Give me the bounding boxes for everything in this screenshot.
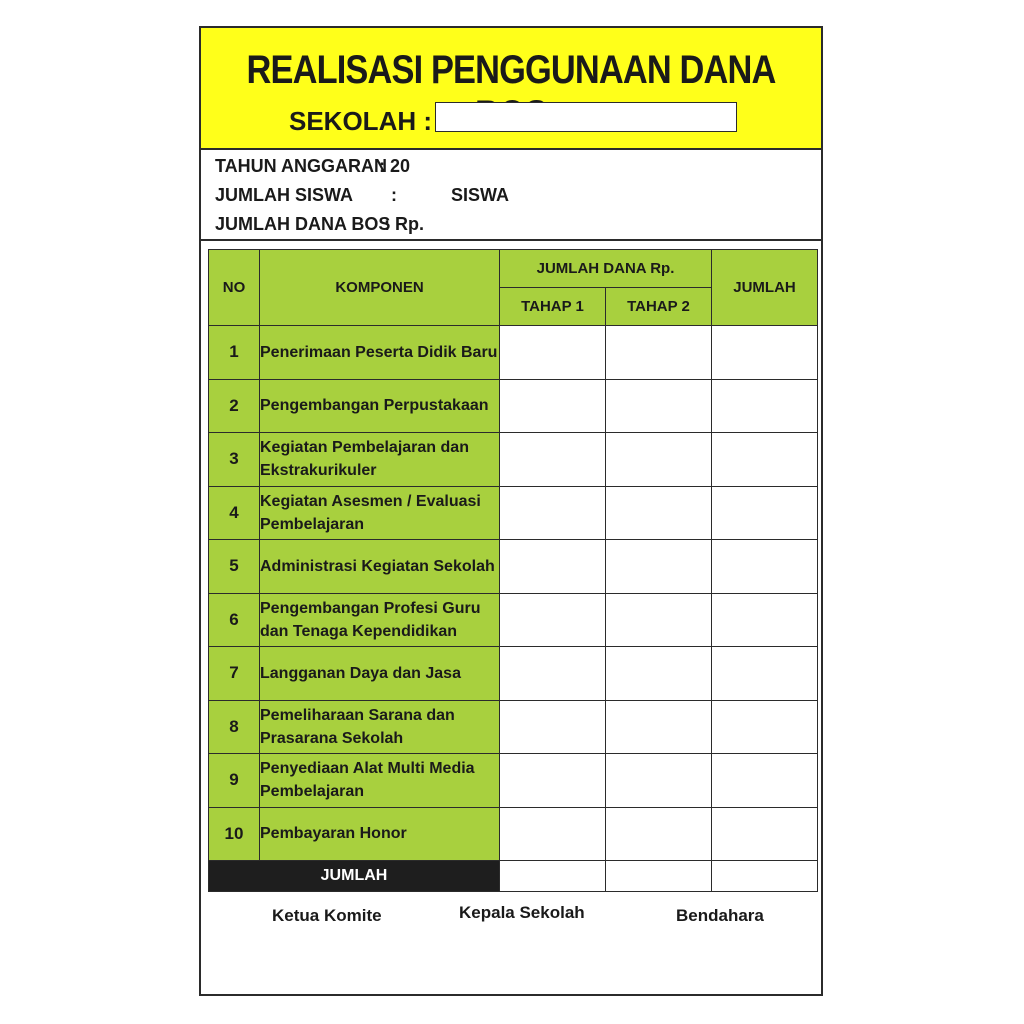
komponen-line-1: Langganan Daya dan Jasa [260, 664, 461, 682]
tahap-2-cell[interactable] [606, 647, 712, 701]
tahap-2-cell[interactable] [606, 593, 712, 647]
tahun-label: TAHUN ANGGARAN [215, 156, 387, 176]
komponen-line-1: Administrasi Kegiatan Sekolah [260, 557, 495, 575]
tahap-1-cell[interactable] [500, 379, 606, 433]
row-number: 10 [209, 807, 260, 861]
signature-kepala-sekolah: Kepala Sekolah [459, 903, 585, 922]
jumlah-cell[interactable] [712, 326, 818, 380]
tahap-1-cell[interactable] [500, 700, 606, 754]
tahap-2-cell[interactable] [606, 700, 712, 754]
tahap-1-cell[interactable] [500, 326, 606, 380]
komponen-line-1: Penyediaan Alat Multi Media [260, 760, 475, 778]
row-number: 4 [209, 486, 260, 540]
komponen-line-2: Pembelajaran [260, 515, 365, 533]
siswa-label: JUMLAH SISWA [215, 185, 354, 205]
tahun-value: : 20 [379, 156, 411, 176]
total-tahap-1-cell[interactable] [500, 861, 606, 892]
row-komponen [260, 433, 500, 487]
jumlah-cell[interactable] [712, 807, 818, 861]
jumlah-cell[interactable] [712, 433, 818, 487]
school-name-field[interactable] [435, 102, 737, 132]
dana-value: : Rp. [384, 214, 424, 234]
komponen-line-1: Penerimaan Peserta Didik Baru [260, 343, 498, 361]
row-number: 1 [209, 326, 260, 380]
komponen-line-1: Kegiatan Pembelajaran dan [260, 439, 469, 457]
row-number: 8 [209, 700, 260, 754]
school-label: SEKOLAH : [289, 106, 432, 136]
jumlah-cell[interactable] [712, 754, 818, 808]
col-header-no: NO [209, 250, 260, 326]
komponen-line-2: dan Tenaga Kependidikan [260, 622, 458, 640]
info-row-siswa [215, 185, 805, 214]
row-number: 3 [209, 433, 260, 487]
tahap-1-cell[interactable] [500, 486, 606, 540]
col-header-jumlah: JUMLAH [712, 250, 818, 326]
komponen-line-2: Prasarana Sekolah [260, 729, 404, 747]
total-jumlah-cell[interactable] [712, 861, 818, 892]
budget-table [208, 249, 818, 892]
row-number: 7 [209, 647, 260, 701]
total-label: JUMLAH [209, 861, 500, 892]
table-row [209, 807, 818, 861]
table-row [209, 379, 818, 433]
col-header-jumlah-dana: JUMLAH DANA Rp. [500, 250, 712, 288]
tahap-2-cell[interactable] [606, 807, 712, 861]
tahap-2-cell[interactable] [606, 754, 712, 808]
siswa-unit: SISWA [451, 185, 510, 205]
komponen-line-2: Pembelajaran [260, 783, 365, 801]
row-number: 2 [209, 379, 260, 433]
divider [201, 239, 821, 241]
tahap-1-cell[interactable] [500, 433, 606, 487]
row-komponen [260, 593, 500, 647]
row-komponen [260, 807, 500, 861]
jumlah-cell[interactable] [712, 486, 818, 540]
row-number: 6 [209, 593, 260, 647]
table-row [209, 700, 818, 754]
jumlah-cell[interactable] [712, 379, 818, 433]
total-tahap-2-cell[interactable] [606, 861, 712, 892]
table-row [209, 647, 818, 701]
row-komponen [260, 379, 500, 433]
komponen-line-1: Pengembangan Perpustakaan [260, 397, 489, 415]
tahap-1-cell[interactable] [500, 754, 606, 808]
table-row [209, 486, 818, 540]
komponen-line-1: Pembayaran Honor [260, 825, 407, 843]
komponen-line-2: Ekstrakurikuler [260, 462, 377, 480]
row-komponen [260, 540, 500, 594]
row-komponen [260, 647, 500, 701]
signature-bendahara: Bendahara [676, 906, 764, 925]
table-row [209, 540, 818, 594]
tahap-1-cell[interactable] [500, 593, 606, 647]
report-board [199, 26, 823, 996]
info-block [215, 156, 805, 243]
tahap-2-cell[interactable] [606, 326, 712, 380]
tahap-2-cell[interactable] [606, 486, 712, 540]
col-header-tahap-2: TAHAP 2 [606, 288, 712, 326]
jumlah-cell[interactable] [712, 593, 818, 647]
row-number: 5 [209, 540, 260, 594]
tahap-1-cell[interactable] [500, 540, 606, 594]
tahap-2-cell[interactable] [606, 379, 712, 433]
col-header-komponen: KOMPONEN [260, 250, 500, 326]
table-row [209, 326, 818, 380]
komponen-line-1: Pengembangan Profesi Guru [260, 599, 481, 617]
row-komponen [260, 754, 500, 808]
row-komponen [260, 700, 500, 754]
signature-ketua-komite: Ketua Komite [272, 906, 382, 925]
komponen-line-1: Pemeliharaan Sarana dan [260, 706, 455, 724]
siswa-colon: : [391, 185, 397, 205]
tahap-2-cell[interactable] [606, 433, 712, 487]
tahap-2-cell[interactable] [606, 540, 712, 594]
page-title: REALISASI PENGGUNAAN DANA [246, 48, 776, 92]
col-header-tahap-1: TAHAP 1 [500, 288, 606, 326]
table-row [209, 593, 818, 647]
header-banner [201, 28, 821, 150]
table-row [209, 754, 818, 808]
jumlah-cell[interactable] [712, 540, 818, 594]
komponen-line-1: Kegiatan Asesmen / Evaluasi [260, 492, 481, 510]
jumlah-cell[interactable] [712, 700, 818, 754]
dana-label: JUMLAH DANA BOS [215, 214, 391, 234]
tahap-1-cell[interactable] [500, 647, 606, 701]
info-row-tahun [215, 156, 805, 185]
row-komponen [260, 486, 500, 540]
jumlah-cell[interactable] [712, 647, 818, 701]
tahap-1-cell[interactable] [500, 807, 606, 861]
row-number: 9 [209, 754, 260, 808]
table-row [209, 433, 818, 487]
row-komponen [260, 326, 500, 380]
